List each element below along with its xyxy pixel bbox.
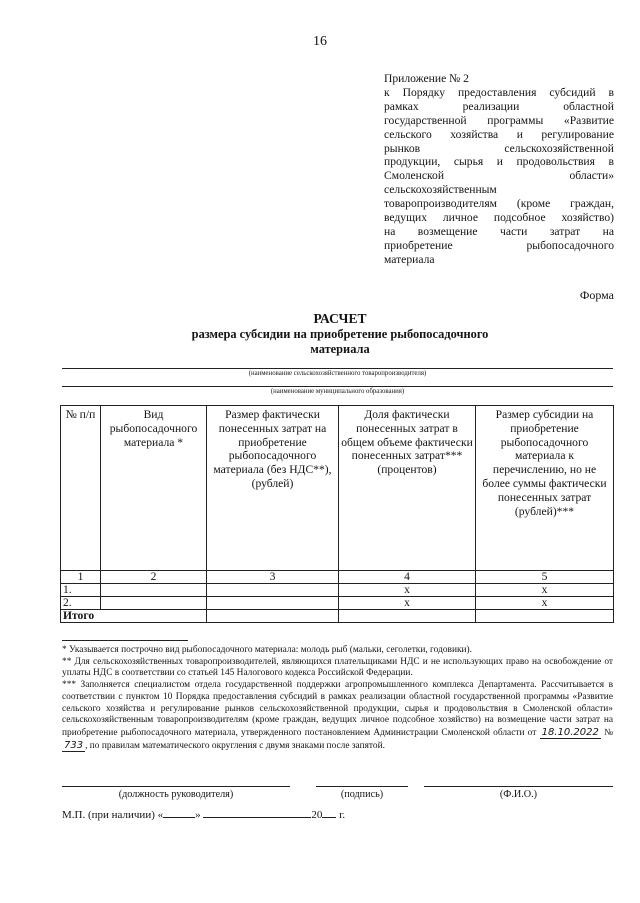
- title-subtitle-line2: материала: [310, 341, 370, 356]
- footnote-3: [62, 680, 613, 752]
- signature-caption: (подпись): [340, 789, 384, 800]
- column-number: 1: [61, 571, 101, 584]
- total-subsidy-amount[interactable]: [476, 610, 614, 623]
- header-cost-share: Доля фактически понесенных затрат в общем объеме фактически понесенных затрат*** (процентов): [339, 406, 476, 571]
- footnote-2: ** Для сельскохозяйственных товаропроизводителей, являющихся плательщиками НДС и не использующих право на освобождение от уплаты НДС в соответствии со статьей 145 Налогового кодекса Российской Федерации.: [62, 656, 613, 679]
- seal-date-line: [62, 808, 345, 821]
- producer-caption: (наименование сельскохозяйственного товаропроизводителя): [248, 370, 427, 377]
- year-field[interactable]: [322, 808, 336, 818]
- footnote-divider: [62, 640, 188, 641]
- signature-line[interactable]: [316, 786, 408, 787]
- appendix-line: сельского хозяйства и регулирование: [384, 127, 614, 141]
- document-title: [60, 311, 620, 356]
- column-number: 2: [101, 571, 207, 584]
- appendix-line: к Порядку предоставления субсидий в: [384, 85, 614, 99]
- table-row: [61, 597, 614, 610]
- cell-cost-share: х: [339, 597, 476, 610]
- header-material-type: Вид рыбопосадочного материала *: [101, 406, 207, 571]
- appendix-line: Смоленской области»: [384, 169, 614, 183]
- full-name-line[interactable]: [424, 786, 613, 787]
- footnotes: [62, 645, 613, 752]
- total-cost-share[interactable]: [339, 610, 476, 623]
- appendix-line: Приложение № 2: [384, 72, 469, 85]
- appendix-line: товаропроизводителям (кроме граждан,: [384, 197, 614, 211]
- position-signature-line[interactable]: [62, 786, 290, 787]
- appendix-line: материала: [384, 252, 435, 266]
- month-field[interactable]: [203, 808, 311, 818]
- form-label: Форма: [579, 288, 614, 302]
- appendix-header: [384, 72, 614, 267]
- full-name-caption: (Ф.И.О.): [499, 789, 538, 800]
- table-row: [61, 584, 614, 597]
- row-number: 2.: [61, 597, 101, 610]
- column-number: 5: [476, 571, 614, 584]
- appendix-line: ведущих личное подсобное хозяйство): [384, 211, 614, 225]
- appendix-line: рынков сельскохозяйственной: [384, 141, 614, 155]
- position-caption: (должность руководителя): [118, 789, 234, 800]
- decree-date: 18.10.2022: [541, 726, 599, 738]
- appendix-line: приобретение рыбопосадочного: [384, 238, 614, 252]
- total-actual-costs[interactable]: [207, 610, 339, 623]
- table-header-row: [61, 406, 614, 571]
- appendix-line: рамках реализации областной: [384, 99, 614, 113]
- footnote-3-tail: , по правилам математического округления с двумя знаками после запятой.: [85, 740, 385, 751]
- cell-subsidy-amount: х: [476, 584, 614, 597]
- column-number: 3: [207, 571, 339, 584]
- year-suffix: г.: [339, 809, 346, 821]
- footnote-1: * Указывается построчно вид рыбопосадочного материала: молодь рыб (мальки, сеголетки, годовики).: [62, 645, 473, 655]
- total-label: Итого: [61, 610, 207, 623]
- header-actual-costs: Размер фактически понесенных затрат на приобретение рыбопосадочного материала (без НДС**), (рублей): [207, 406, 339, 571]
- cell-actual-costs[interactable]: [207, 584, 339, 597]
- page-number: 16: [313, 34, 327, 49]
- year-prefix: 20: [311, 809, 323, 821]
- day-field[interactable]: [163, 808, 195, 818]
- header-number: № п/п: [61, 406, 101, 571]
- seal-label: М.П. (при наличии) «: [62, 809, 164, 821]
- title-main: РАСЧЕТ: [313, 311, 367, 326]
- header-subsidy-amount: Размер субсидии на приобретение рыбопосадочного материала к перечислению, но не более суммы фактически понесенных затрат (рублей)***: [476, 406, 614, 571]
- title-subtitle-line1: размера субсидии на приобретение рыбопосадочного: [191, 327, 489, 341]
- producer-name-line: [62, 368, 613, 369]
- appendix-line: сельскохозяйственным: [384, 183, 497, 197]
- cell-subsidy-amount: х: [476, 597, 614, 610]
- appendix-line: государственной программы «Развитие: [384, 113, 614, 127]
- cell-actual-costs[interactable]: [207, 597, 339, 610]
- cell-cost-share: х: [339, 584, 476, 597]
- row-number: 1.: [61, 584, 101, 597]
- appendix-line: продукции, сырья и продовольствия в: [384, 155, 614, 169]
- appendix-line: на возмещение части затрат на: [384, 224, 614, 238]
- municipality-name-line: [62, 386, 613, 387]
- municipality-caption: (наименование муниципального образования): [270, 388, 405, 395]
- quote-close: »: [195, 809, 201, 821]
- calculation-table: [60, 405, 614, 623]
- cell-material-type[interactable]: [101, 597, 207, 610]
- footnote-3-text: *** Заполняется специалистом отдела государственной поддержки агропромышленного комплекса Департамента. Рассчитывается в соответствии с пунктом 10 Порядка предоставления субсидий в рамках реализации областной государственной программы «Развитие сельского хозяйства и регулирование рынков сельскохозяйственной продукции, сырья и продовольствия в Смоленской области» сельскохозяйственным товаропроизводителям (кроме граждан, ведущих личное подсобное хозяйство) на возмещение части затрат на приобретение рыбопосадочного материала, утвержденного постановлением Администрации Смоленской области от: [62, 680, 613, 738]
- number-sign: №: [604, 727, 614, 738]
- column-number: 4: [339, 571, 476, 584]
- cell-material-type[interactable]: [101, 584, 207, 597]
- decree-number: 733: [64, 739, 84, 751]
- column-numbers-row: [61, 571, 614, 584]
- total-row: [61, 610, 614, 623]
